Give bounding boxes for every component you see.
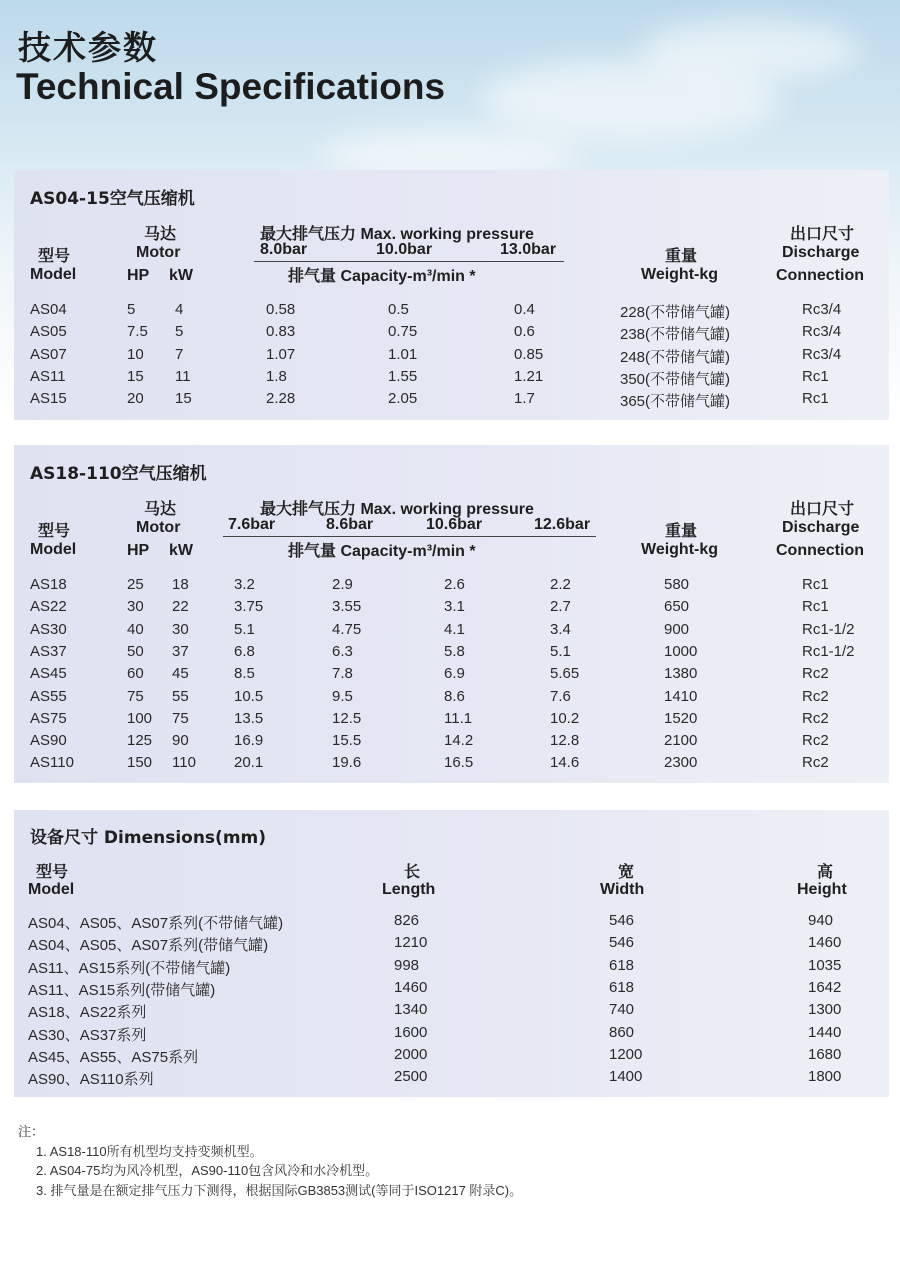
cell-capacity-10-6bar: 14.2 bbox=[444, 732, 474, 750]
cell-weight: 900 bbox=[664, 620, 690, 638]
header-length-en: Length bbox=[382, 881, 436, 898]
cell-capacity-8-6bar: 12.5 bbox=[332, 709, 362, 727]
cell-capacity-8bar: 0.58 bbox=[266, 301, 296, 318]
cell-model: AS18 bbox=[30, 576, 67, 593]
cell-capacity-12-6bar: 7.6 bbox=[550, 687, 571, 705]
footnotes bbox=[18, 1122, 522, 1200]
cell-model: AS37 bbox=[30, 642, 67, 660]
note-item: 3. 排气量是在额定排气压力下测得，根据国际GB3853测试(等同于ISO1217 附录C)。 bbox=[36, 1182, 523, 1198]
cell-capacity-8-6bar: 2.9 bbox=[332, 576, 353, 593]
cell-model-series: AS04、AS05、AS07系列(不带储气罐) bbox=[28, 915, 284, 932]
cell-capacity-8-6bar: 6.3 bbox=[332, 642, 353, 660]
header-discharge-en2: Connection bbox=[776, 267, 864, 284]
cell-kw: 15 bbox=[175, 390, 192, 408]
cell-kw: 18 bbox=[172, 576, 189, 593]
cell-weight: 2300 bbox=[664, 754, 698, 772]
cell-capacity-10-6bar: 4.1 bbox=[444, 620, 465, 638]
header-width-en: Width bbox=[600, 881, 645, 898]
header-pressure-title: 最大排气压力 Max. working pressure bbox=[260, 226, 534, 243]
cell-discharge: Rc1 bbox=[802, 598, 829, 616]
cell-weight: 1520 bbox=[664, 709, 698, 727]
cloud-decoration bbox=[640, 20, 860, 80]
header-pressure-3: 13.0bar bbox=[500, 241, 557, 258]
cell-kw: 75 bbox=[172, 709, 189, 727]
cell-capacity-10bar: 0.5 bbox=[388, 301, 409, 318]
cell-capacity-7-6bar: 13.5 bbox=[234, 709, 264, 727]
cell-hp: 25 bbox=[127, 576, 144, 593]
cell-hp: 40 bbox=[127, 620, 144, 638]
cell-capacity-12-6bar: 5.65 bbox=[550, 665, 580, 683]
cell-capacity-8bar: 1.07 bbox=[266, 345, 296, 363]
cell-height: 1440 bbox=[808, 1023, 842, 1041]
cell-kw: 90 bbox=[172, 732, 189, 750]
cell-kw: 55 bbox=[172, 687, 189, 705]
cell-model-series: AS04、AS05、AS07系列(带储气罐) bbox=[28, 937, 269, 955]
cell-capacity-7-6bar: 3.2 bbox=[234, 576, 255, 593]
cell-capacity-13bar: 1.7 bbox=[514, 390, 535, 408]
cell-capacity-12-6bar: 2.2 bbox=[550, 576, 571, 593]
header-divider bbox=[254, 261, 564, 262]
cell-discharge: Rc1-1/2 bbox=[802, 642, 855, 660]
cell-hp: 60 bbox=[127, 665, 144, 683]
header-height-en: Height bbox=[797, 881, 847, 898]
cell-weight: 1410 bbox=[664, 687, 698, 705]
cell-model: AS11 bbox=[30, 367, 66, 385]
cell-kw: 45 bbox=[172, 665, 189, 683]
cell-height: 1642 bbox=[808, 978, 842, 996]
header-motor-en: Motor bbox=[136, 519, 181, 536]
cell-model: AS04 bbox=[30, 301, 67, 318]
cell-capacity-7-6bar: 3.75 bbox=[234, 598, 264, 616]
page-title-cn: 技术参数 bbox=[18, 28, 158, 67]
header-pressure-2: 8.6bar bbox=[326, 516, 374, 533]
cell-capacity-8bar: 2.28 bbox=[266, 390, 296, 408]
cell-model: AS15 bbox=[30, 390, 67, 408]
cell-model: AS110 bbox=[30, 754, 74, 772]
cell-height: 940 bbox=[808, 912, 834, 929]
cell-capacity-10-6bar: 2.6 bbox=[444, 576, 465, 593]
cell-capacity-8-6bar: 7.8 bbox=[332, 665, 353, 683]
cell-hp: 5 bbox=[127, 301, 136, 318]
header-pressure-1: 7.6bar bbox=[228, 516, 276, 533]
cell-capacity-12-6bar: 12.8 bbox=[550, 732, 580, 750]
cell-width: 546 bbox=[609, 912, 635, 929]
cell-capacity-10bar: 1.01 bbox=[388, 345, 418, 363]
cell-capacity-10-6bar: 8.6 bbox=[444, 687, 465, 705]
cell-hp: 150 bbox=[127, 754, 153, 772]
page-title-en: Technical Specifications bbox=[16, 66, 446, 107]
header-model-cn: 型号 bbox=[36, 864, 69, 881]
section-title: AS04-15空气压缩机 bbox=[30, 189, 195, 209]
cell-width: 1200 bbox=[609, 1045, 643, 1063]
cell-hp: 125 bbox=[127, 732, 153, 750]
spec-table-as18-110 bbox=[14, 445, 889, 783]
cell-kw: 4 bbox=[175, 301, 184, 318]
header-divider bbox=[223, 536, 596, 537]
header-model-en: Model bbox=[28, 881, 75, 898]
cell-capacity-13bar: 0.4 bbox=[514, 301, 535, 318]
cell-height: 1800 bbox=[808, 1068, 842, 1086]
cell-capacity-7-6bar: 5.1 bbox=[234, 620, 255, 638]
header-capacity: 排气量 Capacity-m³/min * bbox=[288, 543, 476, 560]
cell-model-series: AS18、AS22系列 bbox=[28, 1004, 147, 1022]
cell-kw: 5 bbox=[175, 323, 184, 341]
header-discharge-cn: 出口尺寸 bbox=[790, 501, 855, 518]
cell-weight: 1000 bbox=[664, 642, 698, 660]
notes-label: 注： bbox=[18, 1124, 45, 1139]
cell-weight: 650 bbox=[664, 598, 690, 616]
cell-width: 1400 bbox=[609, 1068, 643, 1086]
cell-capacity-7-6bar: 10.5 bbox=[234, 687, 264, 705]
cell-hp: 75 bbox=[127, 687, 144, 705]
cell-capacity-7-6bar: 6.8 bbox=[234, 642, 255, 660]
cell-height: 1035 bbox=[808, 956, 842, 974]
cell-model: AS55 bbox=[30, 687, 67, 705]
header-kw: kW bbox=[169, 542, 193, 559]
cell-model: AS30 bbox=[30, 620, 67, 638]
section-title: AS18-110空气压缩机 bbox=[30, 464, 207, 484]
cell-discharge: Rc3/4 bbox=[802, 323, 842, 341]
section-title: 设备尺寸 Dimensions(mm) bbox=[30, 828, 267, 848]
cell-width: 618 bbox=[609, 956, 635, 974]
cell-width: 618 bbox=[609, 978, 635, 996]
cell-capacity-10bar: 1.55 bbox=[388, 367, 418, 385]
cell-length: 1340 bbox=[394, 1001, 428, 1019]
cell-length: 1600 bbox=[394, 1023, 428, 1041]
cell-model-series: AS45、AS55、AS75系列 bbox=[28, 1048, 199, 1066]
cell-capacity-10-6bar: 11.1 bbox=[444, 709, 473, 727]
header-pressure-2: 10.0bar bbox=[376, 241, 433, 258]
cell-hp: 20 bbox=[127, 390, 144, 408]
cell-kw: 22 bbox=[172, 598, 189, 616]
cell-capacity-10bar: 0.75 bbox=[388, 323, 418, 341]
cell-discharge: Rc2 bbox=[802, 754, 829, 772]
header-model-en: Model bbox=[30, 266, 77, 283]
cell-model: AS90 bbox=[30, 732, 67, 750]
header-motor-cn: 马达 bbox=[144, 501, 177, 518]
cell-weight: 580 bbox=[664, 576, 690, 593]
header-kw: kW bbox=[169, 267, 193, 284]
cell-capacity-13bar: 1.21 bbox=[514, 367, 544, 385]
cell-model-series: AS11、AS15系列(不带储气罐) bbox=[28, 959, 231, 977]
cell-length: 2000 bbox=[394, 1045, 428, 1063]
cell-capacity-8bar: 1.8 bbox=[266, 367, 287, 385]
header-weight-en: Weight-kg bbox=[641, 541, 719, 558]
cell-capacity-7-6bar: 16.9 bbox=[234, 732, 264, 750]
header-weight-cn: 重量 bbox=[665, 248, 698, 265]
cell-capacity-10-6bar: 3.1 bbox=[444, 598, 465, 616]
dimensions-table bbox=[14, 810, 889, 1097]
header-hp: HP bbox=[127, 267, 150, 284]
cell-hp: 15 bbox=[127, 367, 144, 385]
cell-discharge: Rc1 bbox=[802, 390, 829, 408]
cell-length: 1460 bbox=[394, 978, 428, 996]
cell-capacity-8-6bar: 19.6 bbox=[332, 754, 362, 772]
cell-kw: 37 bbox=[172, 642, 189, 660]
cell-height: 1460 bbox=[808, 934, 842, 952]
cell-length: 2500 bbox=[394, 1068, 428, 1086]
header-discharge-en2: Connection bbox=[776, 542, 864, 559]
cell-discharge: Rc1 bbox=[802, 576, 829, 593]
cell-capacity-8-6bar: 9.5 bbox=[332, 687, 353, 705]
cell-hp: 50 bbox=[127, 642, 144, 660]
cell-height: 1680 bbox=[808, 1045, 842, 1063]
cell-width: 740 bbox=[609, 1001, 635, 1019]
cell-kw: 11 bbox=[175, 367, 191, 385]
cell-weight: 1380 bbox=[664, 665, 698, 683]
cell-capacity-12-6bar: 5.1 bbox=[550, 642, 571, 660]
cell-model: AS45 bbox=[30, 665, 67, 683]
header-motor-en: Motor bbox=[136, 244, 181, 261]
header-pressure-3: 10.6bar bbox=[426, 516, 483, 533]
header-width-cn: 宽 bbox=[618, 864, 635, 881]
cell-capacity-13bar: 0.6 bbox=[514, 323, 535, 341]
cell-width: 546 bbox=[609, 934, 635, 952]
note-item: 2. AS04-75均为风冷机型，AS90-110包含风冷和水冷机型。 bbox=[36, 1163, 379, 1178]
cell-capacity-10-6bar: 5.8 bbox=[444, 642, 465, 660]
cell-hp: 100 bbox=[127, 709, 153, 727]
cell-model: AS22 bbox=[30, 598, 67, 616]
cell-weight: 2100 bbox=[664, 732, 698, 750]
cell-capacity-12-6bar: 14.6 bbox=[550, 754, 580, 772]
cell-capacity-13bar: 0.85 bbox=[514, 345, 544, 363]
cell-capacity-7-6bar: 20.1 bbox=[234, 754, 264, 772]
cell-weight: 238(不带储气罐) bbox=[620, 326, 731, 344]
cell-discharge: Rc3/4 bbox=[802, 345, 842, 363]
header-hp: HP bbox=[127, 542, 150, 559]
cell-discharge: Rc3/4 bbox=[802, 301, 842, 318]
cell-capacity-10-6bar: 6.9 bbox=[444, 665, 465, 683]
cell-kw: 110 bbox=[172, 754, 196, 772]
cell-discharge: Rc1 bbox=[802, 367, 829, 385]
cell-capacity-12-6bar: 10.2 bbox=[550, 709, 580, 727]
cell-model: AS05 bbox=[30, 323, 67, 341]
note-item: 1. AS18-110所有机型均支持变频机型。 bbox=[36, 1143, 263, 1159]
cell-capacity-10bar: 2.05 bbox=[388, 390, 418, 408]
cell-capacity-10-6bar: 16.5 bbox=[444, 754, 474, 772]
cell-discharge: Rc1-1/2 bbox=[802, 620, 855, 638]
header-length-cn: 长 bbox=[404, 864, 421, 881]
header-pressure-title: 最大排气压力 Max. working pressure bbox=[260, 501, 534, 518]
spec-table-as04-15 bbox=[14, 170, 889, 420]
cell-discharge: Rc2 bbox=[802, 709, 829, 727]
cell-length: 826 bbox=[394, 912, 420, 929]
cell-hp: 7.5 bbox=[127, 323, 148, 341]
cell-capacity-12-6bar: 2.7 bbox=[550, 598, 571, 616]
cell-weight: 350(不带储气罐) bbox=[620, 370, 731, 388]
header-model-en: Model bbox=[30, 541, 77, 558]
header-discharge-cn: 出口尺寸 bbox=[790, 226, 855, 243]
cell-model: AS75 bbox=[30, 709, 67, 727]
cell-width: 860 bbox=[609, 1023, 635, 1041]
header-pressure-4: 12.6bar bbox=[534, 516, 591, 533]
cell-capacity-7-6bar: 8.5 bbox=[234, 665, 255, 683]
header-height-cn: 高 bbox=[817, 864, 834, 881]
header-discharge-en1: Discharge bbox=[782, 244, 860, 261]
cell-capacity-8-6bar: 4.75 bbox=[332, 620, 362, 638]
header-pressure-1: 8.0bar bbox=[260, 241, 308, 258]
header-discharge-en1: Discharge bbox=[782, 519, 860, 536]
cell-capacity-8-6bar: 15.5 bbox=[332, 732, 362, 750]
cell-capacity-12-6bar: 3.4 bbox=[550, 620, 571, 638]
cell-model-series: AS11、AS15系列(带储气罐) bbox=[28, 981, 216, 999]
header-model-cn: 型号 bbox=[38, 523, 71, 540]
cell-weight: 365(不带储气罐) bbox=[620, 393, 731, 411]
cell-capacity-8bar: 0.83 bbox=[266, 323, 296, 341]
cell-discharge: Rc2 bbox=[802, 732, 829, 750]
cell-discharge: Rc2 bbox=[802, 687, 829, 705]
cell-length: 1210 bbox=[394, 934, 428, 952]
cell-discharge: Rc2 bbox=[802, 665, 829, 683]
cell-model-series: AS30、AS37系列 bbox=[28, 1026, 147, 1044]
header-capacity: 排气量 Capacity-m³/min * bbox=[288, 268, 476, 285]
cell-length: 998 bbox=[394, 956, 420, 974]
cell-hp: 30 bbox=[127, 598, 144, 616]
cell-height: 1300 bbox=[808, 1001, 842, 1019]
cell-model: AS07 bbox=[30, 345, 67, 363]
cell-weight: 248(不带储气罐) bbox=[620, 348, 731, 366]
header-weight-en: Weight-kg bbox=[641, 266, 719, 283]
header-motor-cn: 马达 bbox=[144, 226, 177, 243]
header-model-cn: 型号 bbox=[38, 248, 71, 265]
cell-weight: 228(不带储气罐) bbox=[620, 304, 731, 321]
cell-kw: 30 bbox=[172, 620, 189, 638]
cell-capacity-8-6bar: 3.55 bbox=[332, 598, 362, 616]
cell-hp: 10 bbox=[127, 345, 144, 363]
cell-model-series: AS90、AS110系列 bbox=[28, 1071, 154, 1089]
cell-kw: 7 bbox=[175, 345, 184, 363]
header-weight-cn: 重量 bbox=[665, 523, 698, 540]
